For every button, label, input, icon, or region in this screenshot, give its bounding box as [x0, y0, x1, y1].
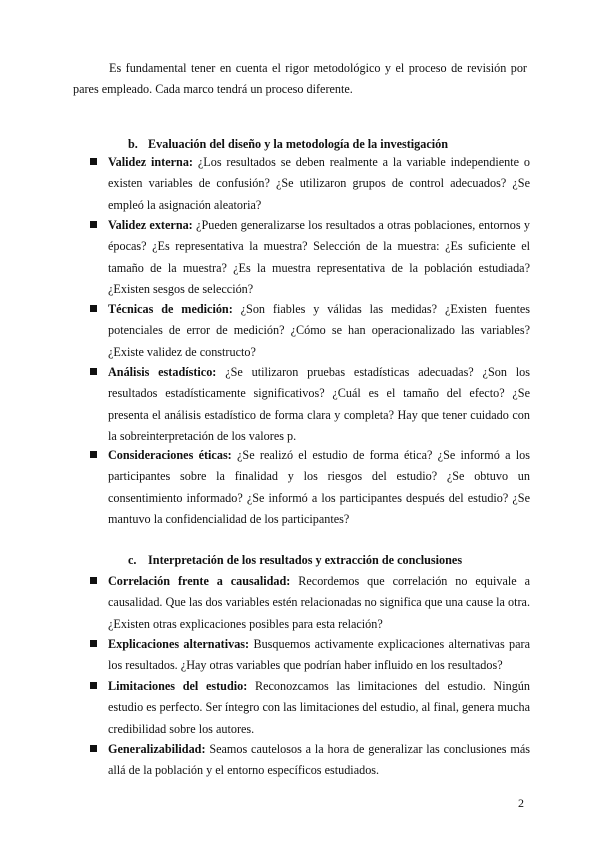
list-item-consideraciones-eticas	[90, 445, 530, 530]
item-term: Consideraciones éticas:	[108, 448, 232, 462]
item-term: Análisis estadístico:	[108, 365, 217, 379]
list-item-generalizabilidad	[90, 739, 530, 782]
item-term: Limitaciones del estudio:	[108, 679, 248, 693]
list-item-limitaciones	[90, 676, 530, 740]
item-term: Técnicas de medición:	[108, 302, 233, 316]
page-number: 2	[518, 796, 524, 810]
item-text: Recordemos que correlación no equivale a causalidad. Que las dos variables estén relacionadas no significa que una cause la otra. ¿Existen otras explicaciones posibles para esta relación?	[108, 574, 530, 631]
section-b-title: Evaluación del diseño y la metodología de la investigación	[148, 137, 449, 151]
list-item-correlacion	[90, 571, 530, 635]
bullet-square-icon	[90, 745, 97, 752]
item-text: Busquemos activamente explicaciones alternativas para los resultados. ¿Hay otras variables que podrían haber influido en los resultados?	[108, 637, 531, 673]
item-term: Validez externa:	[108, 218, 193, 232]
section-c-title: Interpretación de los resultados y extracción de conclusiones	[148, 553, 463, 567]
section-b-heading	[128, 134, 448, 154]
bullet-square-icon	[90, 305, 97, 312]
section-c-heading	[128, 550, 462, 570]
intro-paragraph: Es fundamental tener en cuenta el rigor metodológico y el proceso de revisión por pares empleado. Cada marco tendrá un proceso diferente.	[73, 61, 527, 97]
list-item-validez-interna	[90, 152, 530, 216]
list-item-explicaciones	[90, 634, 530, 677]
item-text: Seamos cautelosos a la hora de generalizar las conclusiones más allá de la población y el entorno específicos estudiados.	[108, 742, 530, 778]
bullet-square-icon	[90, 451, 97, 458]
item-term: Generalizabilidad:	[108, 742, 206, 756]
section-c-letter: c.	[128, 553, 137, 567]
bullet-square-icon	[90, 368, 97, 375]
list-item-tecnicas-medicion	[90, 299, 530, 363]
item-term: Explicaciones alternativas:	[108, 637, 250, 651]
item-text: ¿Son fiables y válidas las medidas? ¿Existen fuentes potenciales de error de medición? ¿Cómo se han operacionalizado las variables? ¿Existe validez de constructo?	[108, 302, 531, 359]
bullet-square-icon	[90, 221, 97, 228]
item-text: ¿Se utilizaron pruebas estadísticas adecuadas? ¿Son los resultados estadísticamente significativos? ¿Cuál es el tamaño del efecto? ¿Se presenta el análisis estadístico de forma clara y completa? Hay que tener cuidado con la sobreinterpretación de los valores p.	[108, 365, 530, 443]
bullet-square-icon	[90, 682, 97, 689]
section-b-letter: b.	[128, 137, 138, 151]
item-text: ¿Los resultados se deben realmente a la variable independiente o existen variables de confusión? ¿Se utilizaron grupos de control adecuados? ¿Se empleó la asignación aleatoria?	[108, 155, 530, 212]
list-item-validez-externa	[90, 215, 530, 300]
item-text: ¿Se realizó el estudio de forma ética? ¿Se informó a los participantes sobre la finalidad y los riesgos del estudio? ¿Se obtuvo un consentimiento informado? ¿Se informó a los participantes después del estudio? ¿Se mantuvo la confidencialidad de los participantes?	[108, 448, 530, 526]
bullet-square-icon	[90, 158, 97, 165]
item-text: ¿Pueden generalizarse los resultados a otras poblaciones, entornos y épocas? ¿Es representativa la muestra? Selección de la muestra: ¿Es suficiente el tamaño de la muestra? ¿Es la muestra representativa de la población estudiada? ¿Existen sesgos de selección?	[108, 218, 530, 296]
item-text: Reconozcamos las limitaciones del estudio. Ningún estudio es perfecto. Ser íntegro con las limitaciones del estudio, al final, genera mucha credibilidad sobre los autores.	[108, 679, 530, 736]
bullet-square-icon	[90, 577, 97, 584]
list-item-analisis-estadistico	[90, 362, 530, 447]
bullet-square-icon	[90, 640, 97, 647]
item-term: Correlación frente a causalidad:	[108, 574, 291, 588]
item-term: Validez interna:	[108, 155, 193, 169]
